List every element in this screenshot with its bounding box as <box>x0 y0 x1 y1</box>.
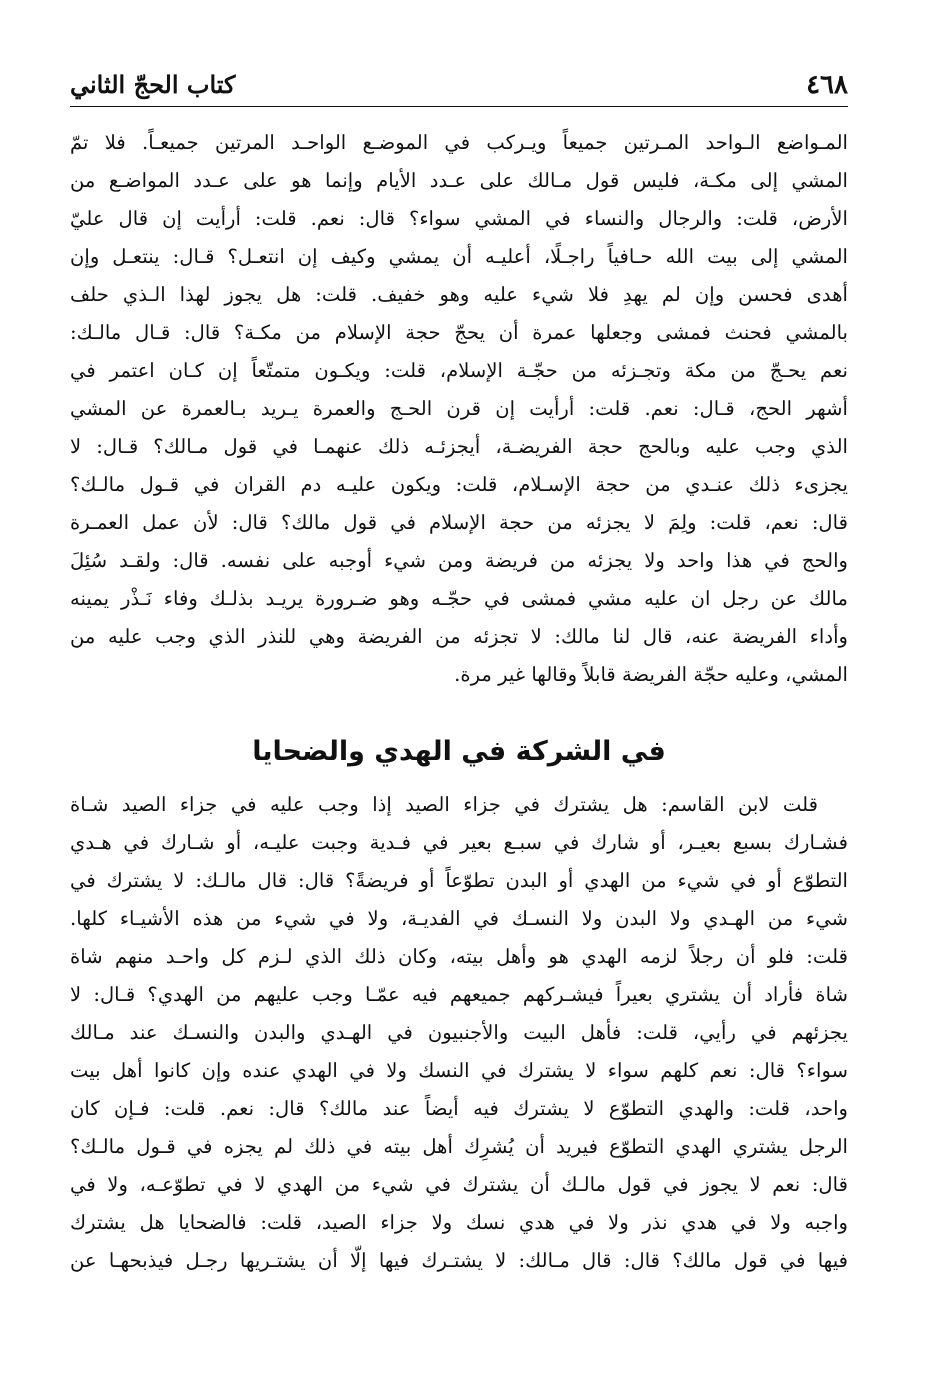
text-line: قلت لابن القاسم: هل يشترك في جزاء الصيد إذا وجب عليه في جزاء الصيد شـاة <box>70 793 818 816</box>
page-number: ٤٦٨ <box>806 70 848 100</box>
text-line: الرجل يشتري الهدي التطوّع فيريد أن يُشرِك أهل بيته في ذلك لم يجزه في قـول مالـك؟ <box>70 1135 848 1158</box>
text-line: فيها في قول مالك؟ قال: قال مـالك: لا يشتـرك فيها إلّا أن يشتـريها رجـل فيذبحهـا عن <box>70 1249 848 1272</box>
text-line: سواء؟ قال: نعم كلهم سواء لا يشترك في النسك ولا في الهدي عنده وإن كانوا أهل بيت <box>70 1059 848 1082</box>
text-line: الأرض، قلت: والرجال والنساء في المشي سواء؟ قال: نعم. قلت: أرأيت إن قال عليّ <box>70 207 848 230</box>
paragraph-1 <box>70 124 848 694</box>
text-line: المشي، وعليه حجّة الفريضة قابلاً وقالها غير مرة. <box>454 663 848 686</box>
text-line: بالمشي فحنث فمشى وجعلها عمرة أن يحجّ حجة الإسلام من مكـة؟ قال: قـال مالـك: <box>70 321 848 344</box>
text-line: وأداء الفريضة عنه، قال لنا مالك: لا تجزئه من الفريضة وهي للنذر الذي وجب عليه من <box>70 625 848 648</box>
text-line: واجبه ولا في هدي نذر ولا في هدي نسك ولا جزاء الصيد، قلت: فالضحايا هل يشترك <box>70 1211 848 1234</box>
section-heading: في الشركة في الهدي والضحايا <box>252 736 666 767</box>
text-line: نعم يحـجّ من مكة وتجـزئه من حجّـة الإسلام، قلت: ويكـون متمتّعاً إن كـان اعتمر في <box>70 359 848 382</box>
text-line: شيء من الهـدي ولا البدن ولا النسـك في الفديـة، ولا في شيء من هذه الأشيـاء كلها. <box>70 907 848 930</box>
running-title: كتاب الحجّ الثاني <box>70 70 236 99</box>
text-line: شاة فأراد أن يشتري بعيراً فيشـركهم جميعهم فيه عمّـا وجب عليهم من الهدي؟ قـال: لا <box>70 983 848 1006</box>
text-line: أهدى فحسن وإن لم يهدِ فلا شيء عليه وهو خفيف. قلت: هل يجوز لهذا الـذي حلف <box>70 283 848 306</box>
text-line: والحج في هذا واحد ولا يجزئه من فريضة ومن شيء أوجبه على نفسه. قال: ولقـد سُئِلَ <box>70 549 848 572</box>
text-line: المـواضع الـواحد المـرتين جميعاً ويـركب في الموضـع الواحـد المرتين جميعـاً. فلا تمّ <box>70 131 848 154</box>
header-rule <box>70 106 848 107</box>
text-line: قال: نعم لا يجوز في قول مالـك أن يشترك في شيء من الهدي لا في تطوّعـه، ولا في <box>70 1173 848 1196</box>
text-line: واحد، قلت: والهدي التطوّع لا يشترك فيه أيضاً عند مالك؟ قال: نعم. قلت: فـإن كان <box>70 1097 848 1120</box>
text-line: المشي إلى بيت الله حـافياً راجـلًا، أعليـه أن يمشي وكيف إن انتعـل؟ قـال: ينتعـل وإن <box>70 245 848 268</box>
text-line: قال: نعم، قلت: ولِمَ لا يجزئه من حجة الإسلام في قول مالك؟ قال: لأن عمل العمـرة <box>70 511 848 534</box>
page-header <box>70 62 848 106</box>
text-line: مالك عن رجل ان عليه مشي فمشى في حجّـه وهو ضـرورة يريـد بذلـك وفاء نَـذْر يمينه <box>70 587 848 610</box>
text-line: يجزىء ذلك عنـدي من حجة الإسـلام، قلت: ويكون عليـه دم القران في قـول مالـك؟ <box>70 473 848 496</box>
text-line: أشهر الحج، قـال: نعم. قلت: أرأيت إن قرن الحـج والعمرة يـريد بـالعمرة عن المشي <box>70 397 848 420</box>
text-line: التطوّع أو في شيء من الهدي أو البدن تطوّعاً أو فريضةً؟ قال: قال مالـك: لا يشترك في <box>70 869 848 892</box>
text-line: يجزئهم في رأيي، قلت: فأهل البيت والأجنبيون في الهـدي والبدن والنسـك عند مـالك <box>70 1021 848 1044</box>
paragraph-2 <box>70 786 848 1280</box>
text-line: المشي إلى مكـة، فليس قول مـالك على عـدد الأيام وإنما هو على عـدد المواضـع من <box>70 169 848 192</box>
text-line: الذي وجب عليه وبالحج حجة الفريضـة، أيجزئـه ذلك عنهمـا في قول مـالك؟ قـال: لا <box>70 435 848 458</box>
text-line: فشـارك بسبع بعيـر، أو شارك في سبـع بعير في فـدية وجبت عليـه، أو شـارك في هـدي <box>70 831 848 854</box>
text-line: قلت: فلو أن رجلاً لزمه الهدي هو وأهل بيته، وكان ذلك الذي لـزم كل واحـد منهم شاة <box>70 945 848 968</box>
